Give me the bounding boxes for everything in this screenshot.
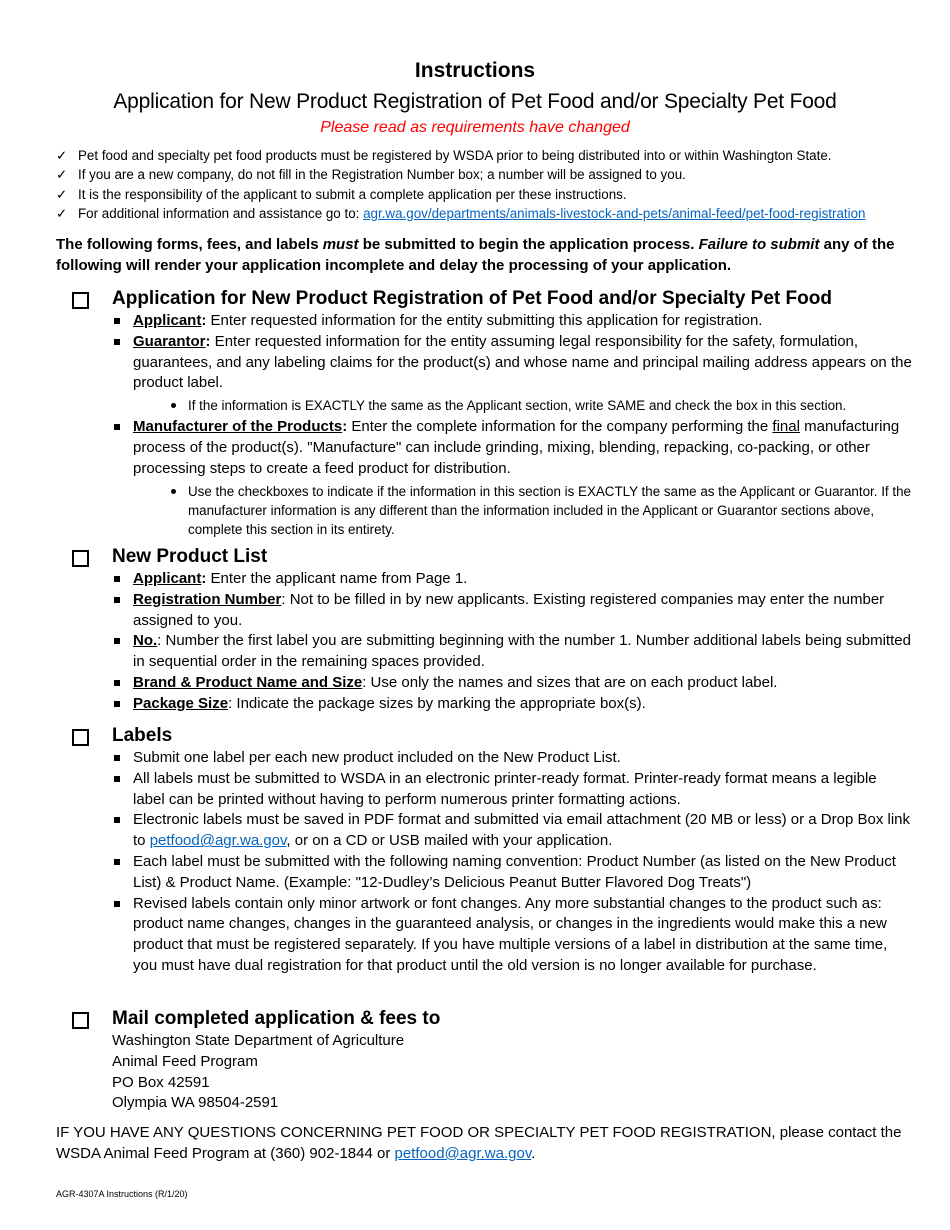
bullet-square-icon — [114, 424, 120, 430]
address-line: Animal Feed Program — [112, 1052, 258, 1070]
term: Applicant — [133, 312, 202, 329]
bullet-dot-icon — [171, 403, 176, 408]
list-item — [72, 332, 912, 394]
list-item — [72, 417, 912, 479]
bullet-square-icon — [114, 597, 120, 603]
checkmark-icon: ✓ — [56, 205, 68, 221]
checkmark-icon: ✓ — [56, 186, 68, 202]
term-separator: : — [205, 332, 211, 350]
address-line: Washington State Department of Agriculture — [112, 1032, 405, 1049]
email-link[interactable]: petfood@agr.wa.gov — [149, 832, 287, 850]
requirements-checklist — [56, 146, 906, 223]
item-text: Each label must be submitted with the following naming convention: Product Number (as listed on the New Product List) & Product Name. (Example: "12-Dudley’s Delicious Peanut Butter Flavored Dog Treats") — [133, 852, 896, 891]
contact-email-link[interactable]: petfood@agr.wa.gov — [394, 1144, 532, 1162]
checklist-text: If you are a new company, do not fill in the Registration Number box; a number will be assigned to you. — [78, 167, 686, 183]
term: Applicant — [133, 570, 202, 587]
bullet-dot-icon — [171, 489, 176, 494]
sub-list-item — [72, 396, 912, 415]
section-heading — [72, 287, 912, 311]
submission-requirements — [56, 234, 904, 276]
address-line: PO Box 42591 — [112, 1073, 210, 1091]
list-item — [72, 894, 912, 977]
intro-emphasis: must — [322, 236, 359, 253]
intro-text: The following forms, fees, and labels — [56, 236, 323, 253]
list-item — [72, 852, 912, 894]
checkbox-icon[interactable] — [72, 292, 89, 309]
item-text: Enter requested information for the entity submitting this application for registration. — [206, 312, 763, 329]
list-item — [72, 748, 912, 769]
section-heading — [72, 724, 912, 748]
checklist-text: For additional information and assistance go to: — [78, 205, 364, 221]
application-section — [72, 287, 912, 542]
address-line: Olympia WA 98504-2591 — [112, 1094, 279, 1112]
checklist-text: Pet food and specialty pet food products must be registered by WSDA prior to being distributed into or within Washington State. — [78, 148, 832, 163]
item-text: Revised labels contain only minor artwork or font changes. Any more substantial changes to the product such as: product name changes, changes in the guaranteed analysis, or changes in the ingredients would make this a new product that must be registered separately. If you have multiple versions of a label in distribution at the same time, you must have dual registration for that product until the old version is no longer available for purchase. — [133, 894, 888, 974]
list-item — [72, 590, 912, 632]
list-item — [72, 810, 912, 852]
bullet-square-icon — [114, 701, 120, 707]
term: Manufacturer of the Products — [133, 418, 343, 436]
section-heading — [72, 1007, 912, 1031]
list-item — [72, 673, 912, 694]
page-subtitle: Application for New Product Registration of Pet Food and/or Specialty Pet Food — [113, 90, 837, 113]
checkbox-icon[interactable] — [72, 1012, 89, 1029]
bullet-list — [72, 748, 912, 977]
list-item — [72, 694, 912, 715]
item-text: Use the checkboxes to indicate if the information in this section is EXACTLY the same as the Applicant or Guarantor. If the manufacturer information is any different than the information included in the Applicant or Guarantor sections above, complete this section in its entirety. — [188, 483, 911, 538]
contact-text-end: . — [531, 1144, 536, 1162]
section-heading-text: New Product List — [112, 546, 268, 567]
bullet-square-icon — [114, 776, 120, 782]
item-text: : Not to be filled in by new applicants. Existing registered companies may enter the number assigned to you. — [133, 590, 885, 629]
checkmark-icon: ✓ — [56, 148, 68, 163]
item-text: : Use only the names and sizes that are on each product label. — [362, 673, 778, 691]
item-text: If the information is EXACTLY the same as the Applicant section, write SAME and check the box in this section. — [188, 398, 847, 414]
term-separator: : — [201, 312, 207, 329]
form-footer: AGR-4307A Instructions (R/1/20) — [56, 1189, 188, 1199]
contact-text: IF YOU HAVE ANY QUESTIONS CONCERNING PET FOOD OR SPECIALTY PET FOOD REGISTRATION, please contact the WSDA Animal Feed Program at (360) 902-1844 or — [56, 1124, 902, 1162]
list-item — [72, 311, 912, 332]
bullet-square-icon — [114, 638, 120, 644]
list-item — [72, 631, 912, 673]
checkmark-icon: ✓ — [56, 167, 68, 183]
section-heading-text: Labels — [112, 725, 173, 746]
item-text: Enter the complete information for the company performing the — [347, 418, 773, 436]
term-separator: : — [201, 570, 207, 587]
section-heading-text: Mail completed application & fees to — [112, 1008, 441, 1029]
sub-list-item — [72, 482, 912, 540]
checklist-item — [56, 165, 906, 184]
term: Package Size — [133, 694, 229, 712]
intro-text: be submitted to begin the application process. — [358, 236, 699, 253]
bullet-square-icon — [114, 755, 120, 761]
item-text: , or on a CD or USB mailed with your application. — [286, 832, 613, 850]
term: No. — [133, 632, 158, 650]
checklist-item — [56, 146, 906, 165]
item-text: Electronic labels must be saved in PDF format and submitted via email attachment (20 MB or less) or a Drop Box link to — [133, 811, 910, 850]
bullet-square-icon — [114, 817, 120, 823]
intro-emphasis: Failure to submit — [698, 236, 820, 253]
item-text: : Number the first label you are submitting beginning with the number 1. Number additional labels being submitted in sequential order in the remaining spaces provided. — [133, 632, 911, 671]
intro-text: any of the following will render your application incomplete and delay the processing of your application. — [56, 236, 895, 274]
product-list-section — [72, 545, 912, 715]
bullet-square-icon — [114, 318, 120, 324]
bullet-list — [72, 569, 912, 715]
checkbox-icon[interactable] — [72, 729, 89, 746]
item-text: All labels must be submitted to WSDA in an electronic printer-ready format. Printer-ready format means a legible label can be printed without having to perform numerous printer formatting actions. — [133, 769, 877, 808]
term: Guarantor — [133, 332, 206, 350]
item-text: Enter the applicant name from Page 1. — [206, 570, 468, 587]
section-heading — [72, 545, 912, 569]
checkbox-icon[interactable] — [72, 550, 89, 567]
term: Registration Number — [133, 590, 282, 608]
mailing-address — [72, 1031, 912, 1114]
bullet-square-icon — [114, 680, 120, 686]
contact-paragraph — [56, 1123, 906, 1165]
term-separator: : — [342, 418, 348, 436]
labels-section — [72, 724, 912, 977]
bullet-square-icon — [114, 576, 120, 582]
item-text: Submit one label per each new product included on the New Product List. — [133, 749, 621, 766]
checklist-text: It is the responsibility of the applicant to submit a complete application per these instructions. — [78, 186, 627, 202]
underlined-word: final — [772, 418, 800, 436]
list-item — [72, 769, 912, 811]
section-heading-text: Application for New Product Registration of Pet Food and/or Specialty Pet Food — [112, 288, 832, 309]
list-item — [72, 569, 912, 590]
bullet-list — [72, 311, 912, 540]
item-text: Enter requested information for the entity assuming legal responsibility for the safety, formulation, guarantees, and any labeling claims for the product(s) and whose name and principal mailing address appears on the product label. — [133, 332, 912, 392]
registration-info-link[interactable]: agr.wa.gov/departments/animals-livestock-and-pets/animal-feed/pet-food-registration — [363, 205, 866, 221]
item-text: manufacturing process of the product(s). "Manufacture" can include grinding, mixing, blending, repacking, co-packing, or other processing steps to create a feed product for distribution. — [133, 418, 900, 478]
item-text: : Indicate the package sizes by marking the appropriate box(s). — [228, 694, 646, 712]
mail-section — [72, 1007, 912, 1114]
page-title: Instructions — [414, 59, 536, 82]
bullet-square-icon — [114, 859, 120, 865]
change-notice: Please read as requirements have changed — [320, 119, 630, 136]
term: Brand & Product Name and Size — [133, 673, 363, 691]
bullet-square-icon — [114, 339, 120, 345]
checklist-item — [56, 204, 906, 223]
bullet-square-icon — [114, 901, 120, 907]
checklist-item — [56, 185, 906, 204]
